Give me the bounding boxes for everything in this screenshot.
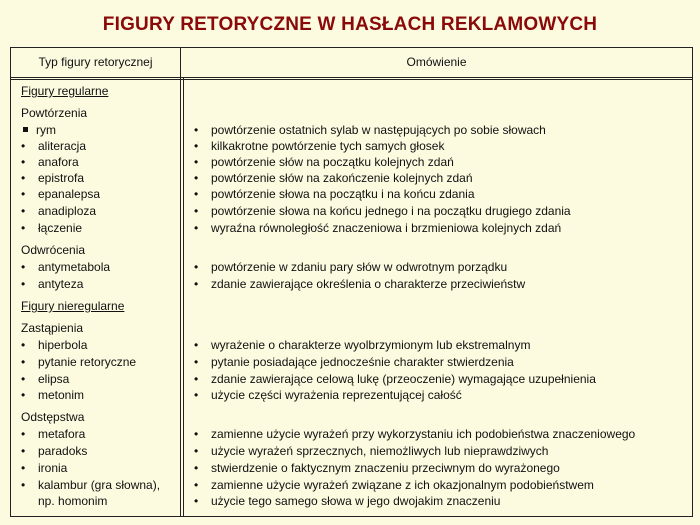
- column-divider-inner: [183, 77, 184, 516]
- list-item: • łączenie: [21, 221, 83, 235]
- bullet-icon: •: [194, 171, 199, 185]
- figures-table: [10, 47, 693, 517]
- bullet-icon: •: [21, 277, 26, 291]
- description: • zdanie zawierające celową lukę (przeoczenie) wymagające uzupełnienia: [194, 372, 596, 386]
- bullet-icon: •: [194, 427, 199, 441]
- bullet-icon: •: [21, 478, 26, 492]
- list-item: • hiperbola: [21, 338, 88, 352]
- bullet-icon: •: [21, 260, 26, 274]
- bullet-icon: •: [194, 155, 199, 169]
- bullet-icon: •: [194, 388, 199, 402]
- list-item: np. homonim: [38, 494, 108, 508]
- section-heading-irregular: Figury nieregularne: [21, 299, 125, 313]
- list-item: • epistrofa: [21, 171, 85, 185]
- bullet-icon: •: [21, 204, 26, 218]
- list-item: • kalambur (gra słowna),: [21, 478, 161, 492]
- bullet-icon: •: [194, 338, 199, 352]
- description: • zamienne użycie wyrażeń przy wykorzystaniu ich podobieństwa znaczeniowego: [194, 427, 636, 441]
- column-header-type: Typ figury retorycznej: [38, 55, 153, 69]
- description: • pytanie posiadające jednocześnie charakter stwierdzenia: [194, 355, 514, 369]
- description: • powtórzenie słów na początku kolejnych zdań: [194, 155, 454, 169]
- description: • powtórzenie w zdaniu pary słów w odwrotnym porządku: [194, 260, 508, 274]
- list-item: • metonim: [21, 388, 85, 402]
- group-heading-substitutions: Zastąpienia: [21, 321, 84, 335]
- list-item: rym: [21, 122, 56, 138]
- bullet-icon: •: [194, 461, 199, 475]
- list-item: • antymetabola: [21, 260, 111, 274]
- column-header-description: Omówienie: [406, 55, 467, 69]
- bullet-icon: •: [194, 260, 199, 274]
- bullet-icon: •: [21, 155, 26, 169]
- group-heading-deviations: Odstępstwa: [21, 410, 85, 424]
- bullet-icon: •: [21, 171, 26, 185]
- bullet-icon: •: [194, 139, 199, 153]
- bullet-icon: •: [21, 461, 26, 475]
- bullet-icon: •: [194, 494, 199, 508]
- bullet-icon: •: [194, 204, 199, 218]
- bullet-icon: •: [21, 444, 26, 458]
- list-item: • antyteza: [21, 277, 84, 291]
- description: • kilkakrotne powtórzenie tych samych głosek: [194, 139, 445, 153]
- bullet-icon: •: [194, 187, 199, 201]
- bullet-icon: •: [21, 388, 26, 402]
- description: • wyraźna równoległość znaczeniowa i brzmieniowa kolejnych zdań: [194, 221, 562, 235]
- description: • zamienne użycie wyrażeń związane z ich okazjonalnym podobieństwem: [194, 478, 594, 492]
- description: • powtórzenie słów na zakończenie kolejnych zdań: [194, 171, 473, 185]
- table-header: [11, 48, 692, 78]
- bullet-icon: •: [21, 139, 26, 153]
- description: • powtórzenie słowa na początku i na końcu zdania: [194, 187, 475, 201]
- list-item: • anafora: [21, 155, 79, 169]
- list-item: • ironia: [21, 461, 68, 475]
- bullet-icon: •: [194, 372, 199, 386]
- description: • użycie wyrażeń sprzecznych, niemożliwych lub nieprawdziwych: [194, 444, 549, 458]
- description: • użycie tego samego słowa w jego dwojakim znaczeniu: [194, 494, 501, 508]
- bullet-icon: •: [194, 478, 199, 492]
- square-bullet-icon: [23, 127, 28, 132]
- bullet-icon: •: [21, 355, 26, 369]
- bullet-icon: •: [21, 187, 26, 201]
- list-item: • epanalepsa: [21, 187, 101, 201]
- description: • zdanie zawierające określenia o charakterze przeciwieństw: [194, 277, 526, 291]
- description: • stwierdzenie o faktycznym znaczeniu przeciwnym do wyrażonego: [194, 461, 560, 475]
- bullet-icon: •: [21, 427, 26, 441]
- section-heading-regular: Figury regularne: [21, 84, 109, 98]
- bullet-icon: •: [194, 221, 199, 235]
- bullet-icon: •: [21, 221, 26, 235]
- description: • użycie części wyrażenia reprezentującej całość: [194, 388, 462, 402]
- list-item: • metafora: [21, 427, 86, 441]
- header-divider: [11, 79, 692, 80]
- description: • powtórzenie ostatnich sylab w następujących po sobie słowach: [194, 123, 546, 137]
- list-item: • aliteracja: [21, 139, 87, 153]
- list-item: • pytanie retoryczne: [21, 355, 137, 369]
- column-divider: [180, 48, 181, 516]
- bullet-icon: •: [21, 338, 26, 352]
- description: • wyrażenie o charakterze wyolbrzymionym lub ekstremalnym: [194, 338, 531, 352]
- bullet-icon: •: [21, 372, 26, 386]
- list-item: • paradoks: [21, 444, 88, 458]
- bullet-icon: •: [194, 123, 199, 137]
- description: • powtórzenie słowa na końcu jednego i na początku drugiego zdania: [194, 204, 571, 218]
- group-heading-repetitions: Powtórzenia: [21, 106, 88, 120]
- bullet-icon: •: [194, 444, 199, 458]
- group-heading-inversions: Odwrócenia: [21, 243, 86, 257]
- bullet-icon: •: [194, 277, 199, 291]
- list-item: • elipsa: [21, 372, 70, 386]
- page-title: FIGURY RETORYCZNE W HASŁACH REKLAMOWYCH: [102, 14, 598, 35]
- list-item: • anadiploza: [21, 204, 97, 218]
- bullet-icon: •: [194, 355, 199, 369]
